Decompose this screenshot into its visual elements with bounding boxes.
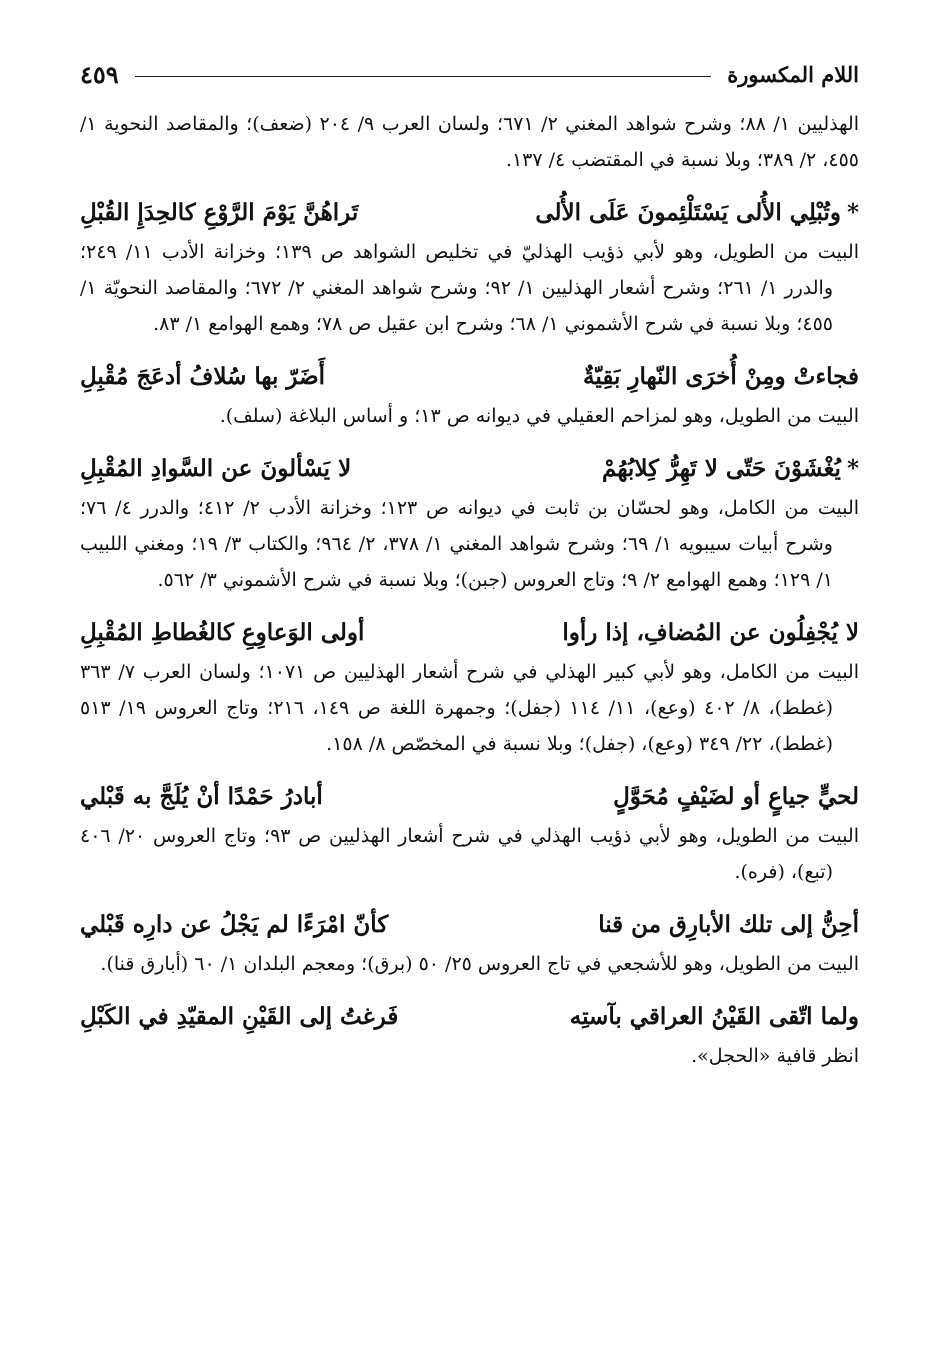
chapter-title: اللام المكسورة (727, 61, 859, 87)
continued-note: الهذليين ١/ ٨٨؛ وشرح شواهد المغني ٢/ ٦٧١؛ ولسان العرب ٩/ ٢٠٤ (ضعف)؛ والمقاصد النحوية ١/ ٤٥٥، ٢/ ٣٨٩؛ وبلا نسبة في المقتضب ٤/ ١٣٧. (80, 113, 859, 171)
page-number: ٤٥٩ (80, 59, 119, 89)
verse-note: البيت من الكامل، وهو لحسّان بن ثابت في ديوانه ص ١٢٣؛ وخزانة الأدب ٢/ ٤١٢؛ والدرر ٤/ ٧٦؛ وشرح أبيات سيبويه ١/ ٦٩؛ وشرح شواهد المغني ١/ ٣٧٨، ٢/ ٩٦٤؛ والكتاب ٣/ ١٩؛ ومغني اللبيب ١/ ١٢٩؛ وهمع الهوامع ٢/ ٩؛ وتاج العروس (جبن)؛ وبلا نسبة في شرح الأشموني ٣/ ٥٦٢. (80, 497, 860, 591)
verse-line (80, 904, 859, 946)
first-hemistich-text: يُغْشَوْنَ حَتّى لا تَهِرُّ كِلابُهُمْ (602, 455, 841, 482)
verse-note: البيت من الطويل، وهو لأبي ذؤيب الهذلي في شرح أشعار الهذليين ص ٩٣؛ وتاج العروس ٢٠/ ٤٠٦ (تبع)، (فره). (80, 825, 859, 883)
verse-note: البيت من الطويل، وهو لأبي ذؤيب الهذليّ في تخليص الشواهد ص ١٣٩؛ وخزانة الأدب ١١/ ٢٤٩؛ والدرر ١/ ٢٦١؛ وشرح أشعار الهذليين ١/ ٩٢؛ وشرح شواهد المغني ٢/ ٦٧٢؛ والمقاصد النحويّة ١/ ٤٥٥؛ وبلا نسبة في شرح الأشموني ١/ ٦٨؛ وشرح ابن عقيل ص ٧٨؛ وهمع الهوامع ١/ ٨٣. (80, 241, 859, 335)
verse-entry-1 (80, 192, 859, 342)
first-hemistich: أحِنُّ إلى تلك الأبارِق من قنا (598, 911, 859, 938)
verse-note: البيت من الطويل، وهو للأشجعي في تاج العروس ٢٥/ ٥٠ (برق)؛ ومعجم البلدان ١/ ٦٠ (أبارق قنا). (100, 953, 859, 975)
star-marker: * (846, 199, 859, 226)
running-header (80, 56, 859, 92)
first-hemistich-text: وتُبْلِي الأُلى يَسْتَلْئِمونَ عَلَى الأُلى (535, 199, 841, 226)
first-hemistich: فجاءتْ ومِنْ أُخرَى النّهارِ بَقِيّةٌ (583, 363, 859, 390)
second-hemistich: تَراهُنَّ يَوْمَ الرَّوْعِ كالحِدَإِ القُبْلِ (80, 199, 359, 226)
second-hemistich: لا يَسْألونَ عن السَّوادِ المُقْبِلِ (80, 455, 352, 482)
first-hemistich (535, 192, 859, 234)
verse-note: البيت من الكامل، وهو لأبي كبير الهذلي في شرح أشعار الهذليين ص ١٠٧١؛ ولسان العرب ٧/ ٣٦٣ (غطط)، ٨/ ٤٠٢ (وعع)، ١١/ ١١٤ (جفل)؛ وجمهرة اللغة ص ١٤٩، ٢١٦؛ وتاج العروس ١٩/ ٥١٣ (غطط)، ٢٢/ ٣٤٩ (وعع)، (جفل)؛ وبلا نسبة في المخصّص ٨/ ١٥٨. (80, 661, 859, 755)
first-hemistich: ولما اتّقى القَيْنُ العراقي بآستِه (569, 1003, 859, 1030)
verse-line (80, 996, 859, 1038)
first-hemistich (602, 448, 859, 490)
second-hemistich: أولى الوَعاوِعِ كالغُطاطِ المُقْبِلِ (80, 619, 365, 646)
verse-entry-5 (80, 776, 859, 890)
verse-line (80, 448, 859, 490)
second-hemistich: أبادرُ حَمْدًا أنْ يُلَجَّ به قَبْلي (80, 783, 323, 810)
verse-entry-6 (80, 904, 859, 982)
verse-entry-3 (80, 448, 859, 598)
star-marker: * (846, 455, 859, 482)
second-hemistich: أَضَرّ بها سُلافُ أدعَجَ مُقْبِلِ (80, 363, 326, 390)
verse-note: البيت من الطويل، وهو لمزاحم العقيلي في ديوانه ص ١٣؛ و أساس البلاغة (سلف). (219, 405, 859, 427)
verse-entry-7 (80, 996, 859, 1074)
first-hemistich: لحيٍّ جياعٍ أو لضَيْفٍ مُحَوَّلٍ (613, 783, 859, 810)
verse-line (80, 356, 859, 398)
verse-entry-4 (80, 612, 859, 762)
second-hemistich: فَرغتُ إلى القَيْنِ المقيّدِ في الكَبْلِ (80, 1003, 399, 1030)
first-hemistich: لا يُجْفِلُون عن المُضافِ، إذا رأوا (562, 619, 859, 646)
verse-note: انظر قافية «الحجل». (691, 1045, 859, 1067)
verse-entry-2 (80, 356, 859, 434)
header-rule (135, 76, 712, 77)
verse-line (80, 192, 859, 234)
verse-line (80, 776, 859, 818)
second-hemistich: كأنّ امْرَءًا لم يَجْلُ عن دارِه قَبْلي (80, 911, 389, 938)
verse-line (80, 612, 859, 654)
